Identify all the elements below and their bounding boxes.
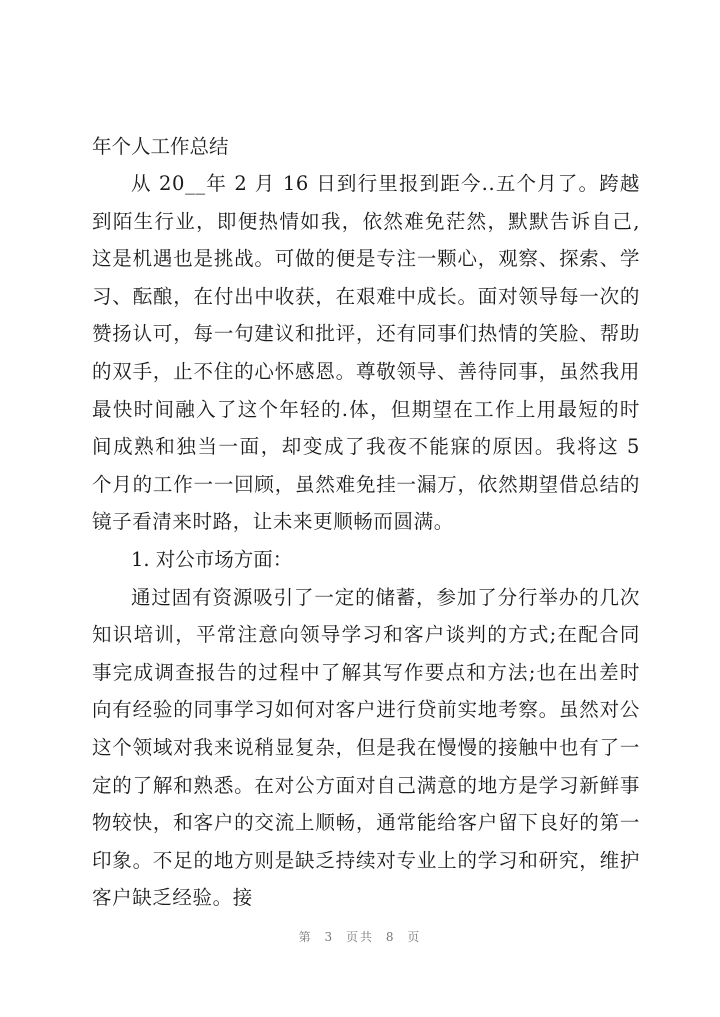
footer-current-page: 3 xyxy=(324,930,335,944)
page-footer xyxy=(0,928,720,945)
intro-paragraph: 从 20__年 2 月 16 日到行里报到距今..五个月了。跨越到陌生行业，即便热情如我，依然难免茫然，默默告诉自己,这是机遇也是挑战。可做的便是专注一颗心，观察、探索、学习、酝酿，在付出中收获，在艰难中成长。面对领导每一次的赞扬认可，每一句建议和批评，还有同事们热情的笑脸、帮助的双手，止不住的心怀感恩。尊敬领导、善待同事，虽然我用最快时间融入了这个年轻的.体，但期望在工作上用最短的时间成熟和独当一面，却变成了我夜不能寐的原因。我将这 5 个月的工作一一回顾，虽然难免挂一漏万，依然期望借总结的镜子看清来时路，让未来更顺畅而圆满。 xyxy=(92,172,640,534)
document-content xyxy=(92,128,640,917)
footer-suffix: 页 xyxy=(407,930,422,944)
footer-prefix: 第 xyxy=(298,930,313,944)
section-heading: 1. 对公市场方面： xyxy=(131,547,293,571)
document-title: 年个人工作总结 xyxy=(92,135,229,158)
footer-middle: 页共 xyxy=(345,930,374,944)
section-paragraph: 通过固有资源吸引了一定的储蓄，参加了分行举办的几次知识培训，平常注意向领导学习和客户谈判的方式;在配合同事完成调查报告的过程中了解其写作要点和方法;也在出差时向有经验的同事学习如何对客户进行贷前实地考察。虽然对公这个领域对我来说稍显复杂，但是我在慢慢的接触中也有了一定的了解和熟悉。在对公方面对自己满意的地方是学习新鲜事物较快，和客户的交流上顺畅，通常能给客户留下良好的第一印象。不足的地方则是缺乏持续对专业上的学习和研究，维护客户缺乏经验。接 xyxy=(92,585,640,910)
footer-total-pages: 8 xyxy=(385,930,396,944)
